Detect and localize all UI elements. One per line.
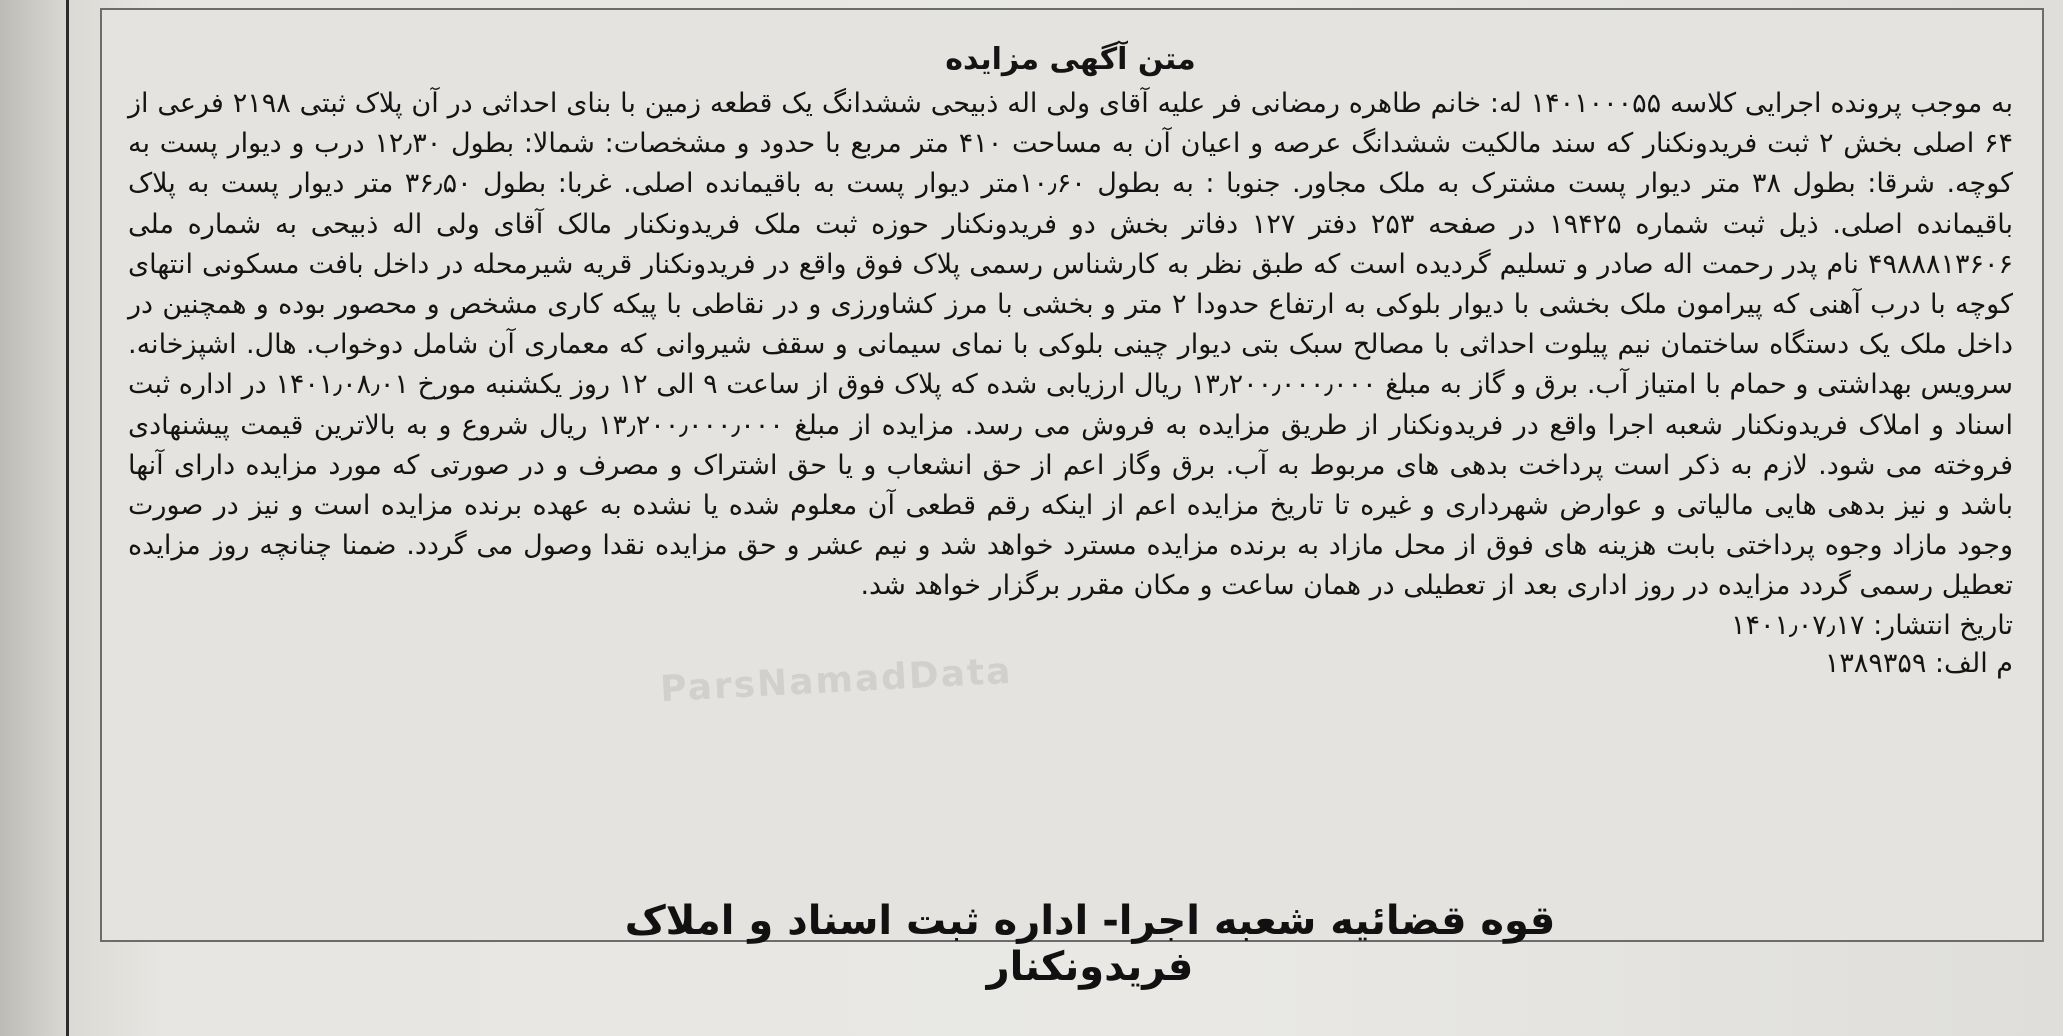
- notice-title: متن آگهی مزایده: [945, 42, 1196, 77]
- page-gutter: [0, 0, 69, 1036]
- notice-body: به موجب پرونده اجرایی کلاسه ۱۴۰۱۰۰۰۵۵ له: خانم طاهره رمضانی فر علیه آقای ولی اله ذبیحی ششدانگ یک قطعه زمین با بنای احداثی در آن پلاک ثبتی ۲۱۹۸ فرعی از ۶۴ اصلی بخش ۲ ثبت فریدونکنار که سند مالکیت ششدانگ عرصه و اعیان آن به مساحت ۴۱۰ متر مربع با حدود و مشخصات: شمالا: بطول ۱۲٫۳۰ درب و دیوار پست به کوچه. شرقا: بطول ۳۸ متر دیوار پست مشترک به ملک مجاور. جنوبا : به بطول ۱۰٫۶۰متر دیوار پست به باقیمانده اصلی. غربا: بطول ۳۶٫۵۰ متر دیوار پست به پلاک باقیمانده اصلی. ذیل ثبت شماره ۱۹۴۲۵ در صفحه ۲۵۳ دفتر ۱۲۷ دفاتر بخش دو فریدونکنار حوزه ثبت ملک فریدونکنار مالک آقای ولی اله ذبیحی به شماره ملی ۴۹۸۸۸۱۳۶۰۶ نام پدر رحمت اله صادر و تسلیم گردیده است که طبق نظر به کارشناس رسمی پلاک فوق واقع در فریدونکنار قریه شیرمحله در داخل بافت مسکونی انتهای کوچه با درب آهنی که پیرامون ملک بخشی با دیوار بلوکی به ارتفاع حدودا ۲ متر و بخشی با مرز کشاورزی و در نقاطی با پیکه کاری مشخص و محصور بوده و همچنین در داخل ملک یک دستگاه ساختمان نیم پیلوت احداثی با مصالح سبک بتی دیوار چینی بلوکی با نمای سیمانی و سقف شیروانی که معماری آن شامل دوخواب. هال. اشپزخانه. سرویس بهداشتی و حمام با امتیاز آب. برق و گاز به مبلغ ۱۳٫۲۰۰٫۰۰۰٫۰۰۰ ریال ارزیابی شده که پلاک فوق از ساعت ۹ الی ۱۲ روز یکشنبه مورخ ۱۴۰۱٫۰۸٫۰۱ در اداره ثبت اسناد و املاک فریدونکنار شعبه اجرا واقع در فریدونکنار از طریق مزایده به فروش می رسد. مزایده از مبلغ ۱۳٫۲۰۰٫۰۰۰٫۰۰۰ ریال شروع و به بالاترین قیمت پیشنهادی فروخته می شود. لازم به ذکر است پرداخت بدهی های مربوط به آب. برق وگاز اعم از حق انشعاب و یا حق اشتراک و مصرف و در صورتی که مورد مزایده دارای آنها باشد و نیز بدهی هایی مالیاتی و عوارض شهرداری و غیره تا تاریخ مزایده اعم از اینکه رقم قطعی آن معلوم شده یا نشده به عهده برنده مزایده است و نیز در صورت وجود مازاد وجوه پرداختی بابت هزینه های فوق از محل مازاد به برنده مزایده مسترد خواهد شد و نیم عشر و حق مزایده نقدا وصول می گردد. ضمنا چنانچه روز مزایده تعطیل رسمی گردد مزایده در روز اداری بعد از تعطیلی در همان ساعت و مکان مقرر برگزار خواهد شد.: [128, 88, 2014, 602]
- issuer-signature: قوه قضائیه شعبه اجرا- اداره ثبت اسناد و املاک فریدونکنار: [624, 898, 1556, 990]
- auction-notice: [128, 40, 2013, 683]
- publish-date: تاریخ انتشار: ۱۴۰۱٫۰۷٫۱۷: [1730, 609, 2013, 641]
- reference-number: م الف: ۱۳۸۹۳۵۹: [1824, 647, 2013, 679]
